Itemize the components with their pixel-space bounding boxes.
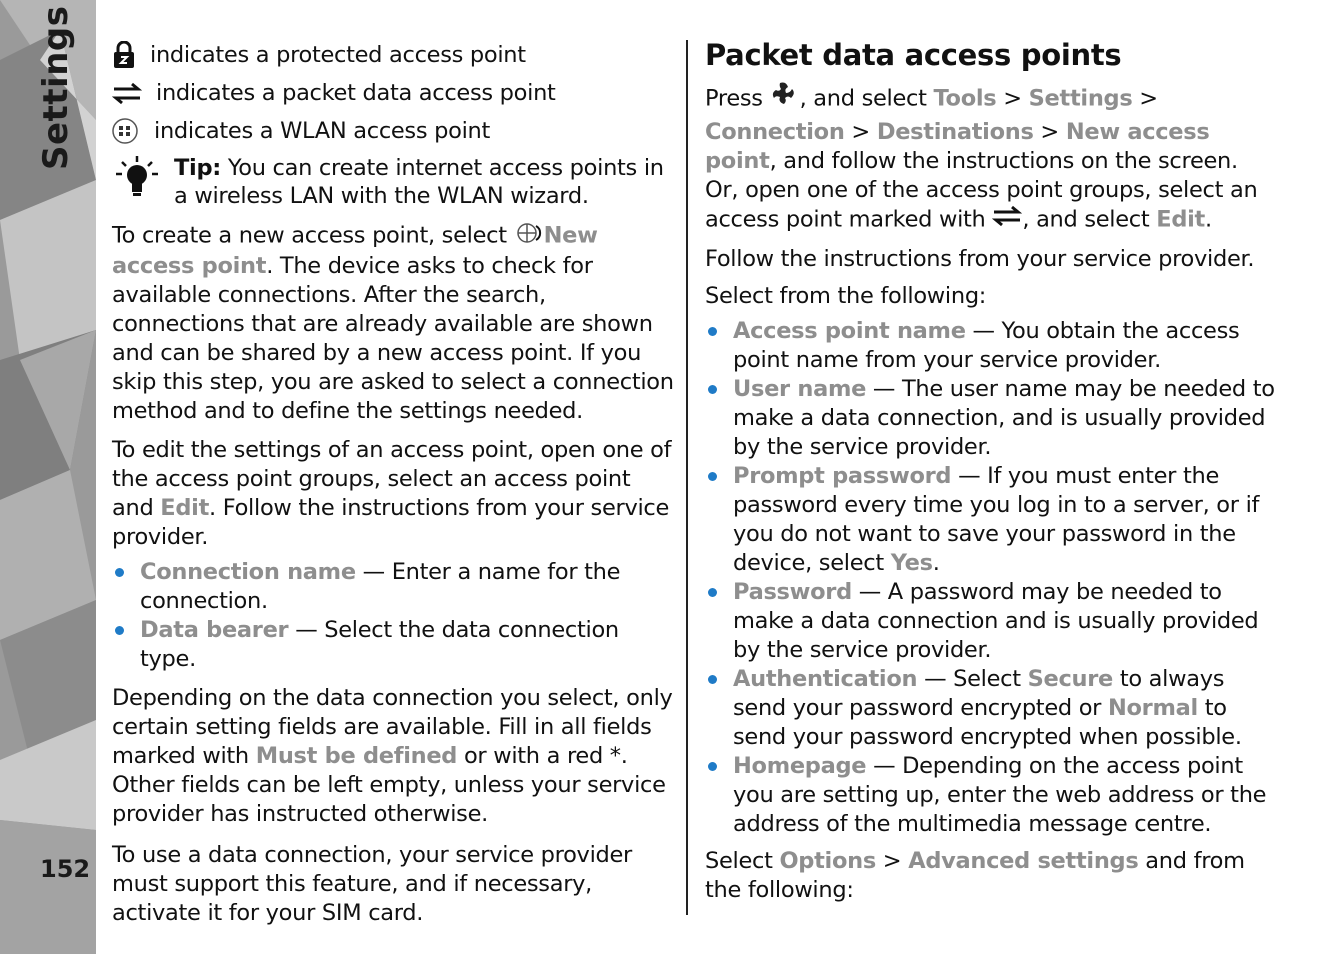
column-divider: [686, 40, 688, 915]
lightbulb-icon: [112, 154, 174, 210]
tip-label: Tip:: [174, 155, 221, 181]
option-name: Password: [733, 579, 852, 605]
text-run: Press: [705, 85, 770, 112]
menu-path-new-access-point: New access point: [705, 119, 1210, 174]
legend-wlan: [112, 112, 674, 150]
tip-box: [112, 154, 674, 210]
text-run: to send your password encrypted when possible.: [733, 695, 1242, 750]
right-column: [705, 36, 1275, 905]
text-run: To edit the settings of an access point, open one of the access point groups, select an access point and: [112, 437, 672, 521]
option-description: — Enter a name for the connection.: [140, 559, 621, 614]
text-run: or with a red *. Other fields can be left empty, unless your service provider has instructed otherwise.: [112, 743, 666, 827]
menu-option: Edit: [1156, 206, 1206, 233]
list-item: [705, 752, 1275, 839]
path-separator: >: [1132, 85, 1158, 112]
text-run: . Follow the instructions from your service provider.: [112, 495, 670, 550]
fields-paragraph: [112, 684, 674, 829]
menu-option: Must be defined: [255, 743, 458, 769]
option-name: User name: [733, 376, 867, 402]
legend-text: indicates a packet data access point: [156, 79, 556, 106]
text-run: Select: [705, 848, 780, 874]
menu-option: Edit: [160, 495, 210, 521]
option-value: Secure: [1027, 666, 1113, 692]
menu-path-advanced-settings: Advanced settings: [908, 848, 1139, 874]
select-following-paragraph: Select from the following:: [705, 283, 987, 309]
option-description: — The user name may be needed to make a data connection, and is usually provided by the service provider.: [733, 376, 1275, 460]
text-run: .: [932, 550, 940, 576]
menu-path-settings: Settings: [1028, 85, 1133, 112]
section-heading: Packet data access points: [705, 38, 1122, 72]
edit-access-point-paragraph: [112, 436, 674, 552]
option-description: — A password may be needed to make a data connection and is usually provided by the service provider.: [733, 579, 1259, 663]
path-separator: >: [1033, 119, 1066, 145]
service-provider-paragraph: Follow the instructions from your service provider.: [705, 246, 1255, 272]
text-run: , and select: [799, 85, 934, 112]
list-item: [705, 578, 1275, 665]
menu-path-options: Options: [779, 848, 876, 874]
right-bullet-list: [705, 317, 1275, 839]
text-run: , and select: [1022, 206, 1157, 233]
packet-data-arrows-icon: [992, 205, 1022, 235]
option-name: Authentication: [733, 666, 918, 692]
legend-text: indicates a protected access point: [150, 41, 526, 68]
page-number: 152: [40, 855, 91, 883]
legend-protected: [112, 36, 674, 74]
list-item: [705, 317, 1275, 375]
text-run: and from the following:: [705, 848, 1245, 903]
list-item: [112, 616, 674, 674]
text-run: . The device asks to check for available connections. After the search, connections that are already available are shown and can be shared by a new access point. If you skip this step, you are asked to select a connection method and to define the settings needed.: [112, 253, 674, 424]
text-run: Depending on the data connection you select, only certain setting fields are available. Fill in all fields marked with: [112, 685, 673, 769]
list-item: [705, 375, 1275, 462]
option-description: — You obtain the access point name from your service provider.: [733, 318, 1240, 373]
menu-path-connection: Connection: [705, 119, 845, 145]
menu-path-tools: Tools: [933, 85, 997, 112]
lock-icon: [112, 40, 146, 70]
option-description: — If you must enter the password every time you log in to a server, or if you do not want to save your password in the device, select: [733, 463, 1260, 576]
option-description: — Depending on the access point you are setting up, enter the web address or the address of the multimedia message centre.: [733, 753, 1267, 837]
wlan-icon: [112, 116, 150, 146]
left-bullet-list: [112, 558, 674, 674]
list-item: [705, 665, 1275, 752]
path-separator: >: [875, 848, 909, 874]
legend-text: indicates a WLAN access point: [154, 117, 491, 144]
list-item: [705, 462, 1275, 578]
legend-packet: [112, 74, 674, 112]
tip-body: You can create internet access points in a wireless LAN with the WLAN wizard.: [174, 155, 664, 209]
text-run: to always send your password encrypted or: [733, 666, 1225, 721]
text-run: , and follow the instructions on the screen. Or, open one of the access point groups, select an access point marked with: [705, 148, 1258, 233]
menu-key-icon: [770, 80, 800, 118]
text-run: To create a new access point, select: [112, 222, 514, 249]
advanced-settings-paragraph: [705, 847, 1275, 905]
section-title: Settings: [36, 5, 76, 170]
option-name: Homepage: [733, 753, 867, 779]
option-value: Yes: [890, 550, 933, 576]
path-separator: >: [844, 119, 877, 145]
path-separator: >: [996, 85, 1029, 112]
option-name: Prompt password: [733, 463, 952, 489]
text-run: .: [1205, 206, 1212, 233]
option-name: Connection name: [140, 559, 356, 585]
sidebar-decoration: [0, 0, 96, 954]
option-value: Normal: [1107, 695, 1198, 721]
left-column: [112, 36, 674, 928]
packet-data-instructions: [705, 80, 1275, 235]
new-access-point-icon: [514, 220, 544, 252]
menu-path-destinations: Destinations: [876, 119, 1034, 145]
packet-data-arrows-icon: [112, 78, 152, 108]
data-connection-paragraph: To use a data connection, your service provider must support this feature, and if necessary, activate it for your SIM card.: [112, 842, 633, 926]
list-item: [112, 558, 674, 616]
option-name: Access point name: [733, 318, 966, 344]
option-description: — Select the data connection type.: [140, 617, 619, 672]
option-description: — Select: [917, 666, 1028, 692]
menu-option: New access point: [112, 222, 598, 279]
tip-text: [174, 154, 674, 210]
option-name: Data bearer: [140, 617, 289, 643]
create-access-point-paragraph: [112, 220, 674, 426]
